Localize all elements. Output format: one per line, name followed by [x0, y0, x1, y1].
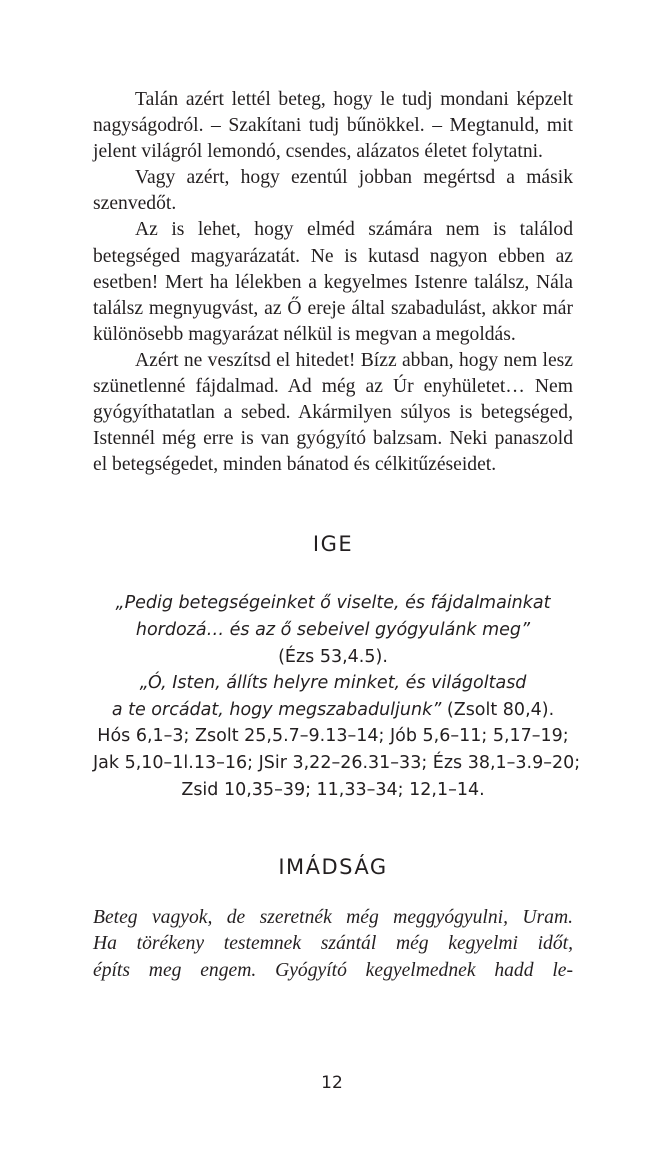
scripture-references-line: Hós 6,1–3; Zsolt 25,5.7–9.13–14; Jób 5,6–11; 5,17–19; — [97, 726, 569, 747]
ige-heading: IGE — [312, 532, 354, 557]
scripture-quote-line-with-ref — [93, 697, 573, 724]
scripture-quote-text: a te orcádat, hogy megszabaduljunk” — [111, 699, 442, 720]
page-number: 12 — [321, 1073, 343, 1093]
body-text — [93, 87, 573, 478]
paragraph: Az is lehet, hogy elméd számára nem is találod betegséged magyarázatát. Ne is kutasd nagyon ebben az esetben! Mert ha lélekben a kegyelmes Istenre találsz, Nála találsz megnyugvást, az Ő ereje által szabadulást, akkor már különösebb magyarázat nélkül is megvan a megoldás. — [93, 219, 573, 345]
scripture-quote-line: „Pedig betegségeinket ő viselte, és fájdalmainkat — [115, 593, 551, 614]
prayer-heading: IMÁDSÁG — [278, 855, 388, 880]
scripture-block — [93, 590, 581, 803]
prayer-line: Beteg vagyok, de szeretnék még meggyógyulni, Uram. — [93, 907, 573, 929]
scripture-quote-line: „Ó, Isten, állíts helyre minket, és világoltasd — [139, 673, 527, 694]
prayer-line: építs meg engem. Gyógyító kegyelmednek hadd le- — [93, 959, 573, 981]
prayer-line: Ha törékeny testemnek szántál még kegyelmi időt, — [93, 933, 573, 955]
prayer-text — [93, 905, 573, 984]
scripture-reference: (Zsolt 80,4). — [446, 699, 555, 720]
scripture-references-line: Zsid 10,35–39; 11,33–34; 12,1–14. — [181, 779, 485, 800]
paragraph: Talán azért lettél beteg, hogy le tudj mondani képzelt nagyságodról. – Szakítani tudj bűnökkel. – Megtanuld, mit jelent világról lemondó, csendes, alázatos életet folytatni. — [93, 89, 573, 163]
book-page — [93, 87, 581, 984]
scripture-quote-line: hordozá… és az ő sebeivel gyógyulánk meg” — [135, 620, 531, 640]
paragraph: Vagy azért, hogy ezentúl jobban megértsd a másik szenvedőt. — [93, 167, 573, 215]
paragraph: Azért ne veszítsd el hitedet! Bízz abban, hogy nem lesz szünetlenné fájdalmad. Ad még az Úr enyhületet… Nem gyógyíthatatlan a sebed. Akármilyen súlyos is betegséged, Istennél még erre is van gyógyító balzsam. Neki panaszold el betegségedet, minden bánatod és célkitűzéseidet. — [93, 349, 573, 476]
scripture-references-line: Jak 5,10–1l.13–16; JSir 3,22–26.31–33; Ézs 38,1–3.9–20; — [93, 752, 581, 773]
scripture-reference: (Ézs 53,4.5). — [278, 646, 388, 667]
